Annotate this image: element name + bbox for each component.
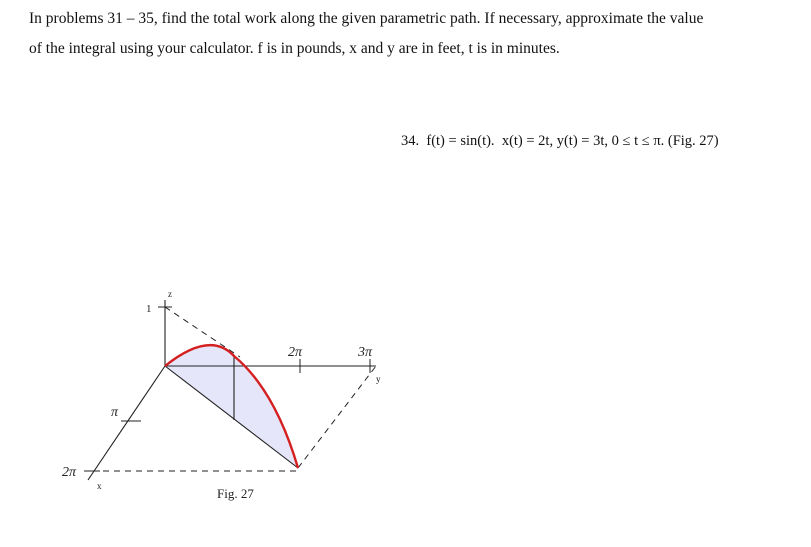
x-tick-pi-label: π — [111, 405, 119, 420]
x-definition: x(t) = 2t, — [501, 133, 554, 149]
dashed-right — [298, 366, 376, 468]
y-axis-label: y — [376, 374, 381, 384]
x-axis — [88, 366, 165, 480]
y-definition: y(t) = 3t, — [556, 133, 608, 149]
y-tick-3pi-label: 3π — [358, 345, 373, 360]
t-range: 0 ≤ t ≤ π. — [611, 133, 665, 149]
z-tick-label: 1 — [146, 303, 152, 315]
z-axis-label: z — [168, 289, 172, 299]
f-definition: f(t) = sin(t). — [426, 133, 495, 149]
problem-number: 34. — [401, 133, 420, 149]
figure-caption: Fig. 27 — [217, 486, 254, 501]
shaded-region — [165, 345, 298, 468]
y-tick-2pi-label: 2π — [288, 345, 303, 360]
x-axis-label: x — [97, 481, 102, 491]
instructions-line-1: In problems 31 – 35, find the total work along the given parametric path. If necessary, approximate the value — [29, 10, 704, 27]
x-tick-2pi-label: 2π — [62, 465, 77, 480]
instructions-line-2: of the integral using your calculator. f is in pounds, x and y are in feet, t is in minutes. — [29, 40, 560, 57]
figure-reference: (Fig. 27) — [667, 133, 719, 149]
